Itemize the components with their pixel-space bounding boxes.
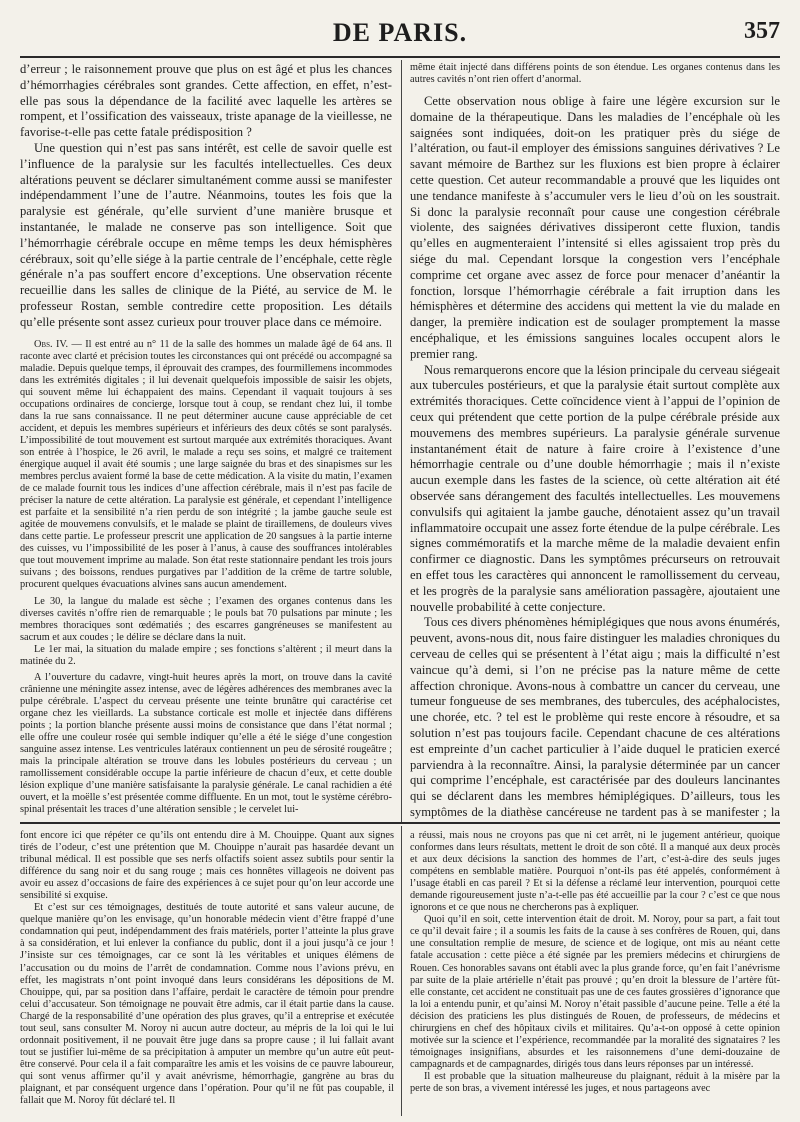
column-right-top: [410, 62, 780, 820]
spacer: [410, 86, 780, 94]
paragraph: Et c’est sur ces témoignages, destitués de toute autorité et sans valeur aucune, de quelque manière qu’on les envisage, qu’un honorable médecin vient d’être frappé d’une condamnation qui peut, indépendamment des frais matériels, porter l’atteinte la plus grave à sa considération, et lui enlever la confiance du public, dont il a joui jusqu’à ce jour ! J’insiste sur ces témoignages, car ce sont là les véritables et uniques élémens de l’accusation ou du moins de l’arrêt de condamnation. Comme nous l’avions prévu, en effet, les magistrats n’ont point invoqué dans leurs considérans les dépositions de M. Chouippe, qui, par sa position dans l’affaire, perdait le caractère de témoin pour prendre celui d’accusateur. Son témoignage ne pouvait être admis, car il était partie dans la cause. Chargé de la responsabilité d’une opération des plus graves, qu’il a entreprise et exécutée tout seul, sans consulter M. Noroy ni aucun autre docteur, au mépris de la loi qui le lui ordonnait positivement, il ne pouvait être juge dans sa propre cause ; il lui fallait avant tout se justifier lui-même de sa précipitation à amputer un membre qu’un autre eût peut-être conservé. Pour cela il a fait comparaître les amis et les voisins de ce pauvre laboureur, qui sont venus affirmer qu’il y avait anévrisme, hémorrhagie, gangrène au bras du plaignant, et par conséquent urgence dans l’opération. Pour qu’il ne fût pas coupable, il fallait que M. Noroy fût déclaré tel. Il: [20, 902, 394, 1107]
header-rule: [20, 56, 780, 58]
observation-paragraph: Le 30, la langue du malade est sèche ; l’examen des organes contenus dans les diverses cavités n’offre rien de remarquable ; le pouls bat 70 pulsations par minute ; les membres thoraciques sont œdématiés ; des escarres gangréneuses se manifestent au sacrum et aux coudes ; le délire se déclare dans la nuit.: [20, 595, 392, 643]
section-rule: [20, 822, 780, 824]
paragraph: d’erreur ; le raisonnement prouve que plus on est âgé et plus les chances d’hémorrhagies cérébrales sont grandes. Cette affection, en effet, n’est-elle pas sous la dépendance de la facilité avec laquelle les artères se rompent, et l’ossification des vaisseaux, triste apanage de la vieillesse, ne favorise-t-elle pas cette fatale prédisposition ?: [20, 62, 392, 140]
observation-text: — Il est entré au n° 11 de la salle des hommes un malade âgé de 64 ans. Il raconte avec clarté et précision toutes les circonstances qui ont précédé ou accompagné sa maladie. Depuis quelque temps, il éprouvait des crampes, des fourmillemens incommodes dans les extrémités digitales ; il lui devenait quelquefois impossible de saisir les objets, qui souvent même lui échappaient des mains. Cependant il vaquait toujours à ses occupations ordinaires de concierge, lorsque tout à coup, se rendant chez lui, il tombe dans la rue sans connaissance. Il ne peut déterminer aucune cause appréciable de cet accident, et depuis les membres supérieurs et inférieurs des deux côtés se sont paralysés. L’impossibilité de tout mouvement est surtout marquée aux extrémités thoraciques. Avant son entrée à l’hospice, le 26 avril, le malade a reçu ses soins, et malgré ce traitement énergique auquel il avait été soumis ; une large saignée du bras et des sinapismes sur les membres perclus avaient formé la base de cette médication. A la visite du matin, l’examen de ce malade fournit tous les indices d’une affection cérébrale, mais il n’est pas facile de préciser la nature de cette altération. La paralysie est générale, et cependant l’intelligence est parfaite et la sensibilité n’a rien perdu de son intégrité ; la jambe gauche seule est agitée de mouvemens convulsifs, et le malade se plaint de tiraillemens, de douleurs vives dans cette partie. Le professeur prescrit une application de 20 sangsues à la partie interne des cuisses, vu l’impossibilité de les poser à l’anus, à cause des souffrances intolérables que tout mouvement imprime au malade. Son état reste stationnaire pendant les trois jours suivans ; des boissons, rendues purgatives par l’addition de la crême de tartre soluble, procurent quelques évacuations alvines sans aucun amendement.: [20, 338, 392, 591]
observation-block: [20, 339, 392, 817]
paragraph: même était injecté dans différens points de son étendue. Les organes contenus dans les autres cavités n’ont rien offert d’anormal.: [410, 62, 780, 86]
paragraph: Une question qui n’est pas sans intérêt, est celle de savoir quelle est l’influence de la paralysie sur les facultés intellectuelles. Ces deux altérations peuvent se déclarer simultanément comme aussi se manifester indépendamment l’une de l’autre. Néanmoins, toutes les fois que la paralysie est générale, qu’elle survient d’une manière brusque et instantanée, le malade ne conserve pas son intelligence. Soit que l’hémorrhagie cérébrale occupe en même temps les deux hémisphères cérébraux, soit qu’elle siége à la partie centrale de l’encéphale, cette règle générale n’a pas souffert encore d’exceptions. Une observation récente recueillie dans les salles de clinique de la Piété, au service de M. le professeur Rostan, semble contredire cette proposition. Les détails qu’elle présente sont assez curieux pour trouver place dans ce mémoire.: [20, 140, 392, 329]
paragraph: Nous remarquerons encore que la lésion principale du cerveau siégeait aux tubercules postérieurs, et que la paralysie était surtout complète aux extrémités thoraciques. Cette coïncidence vient à l’appui de l’opinion de ceux qui prétendent que cette portion de la pulpe cérébrale préside aux mouvemens des membres supérieurs. La paralysie générale survenue instantanément était de nature à faire croire à l’existence d’une hémorrhagie centrale ou d’une double hémorrhagie ; mais il n’existe aucun exemple dans les fastes de la science, où cette altération ait été observée sans dérangement des facultés intellectuelles. Les mouvemens convulsifs qui agitaient la jambe gauche, dénotaient assez qu’un travail inflammatoire occupait une assez forte étendue de la pulpe cérébrale. Les signes commémoratifs et la marche même de la maladie devaient enfin confirmer ce diagnostic. Dans les symptômes précurseurs on retrouvait en effet tous les caractères qui annoncent le ramollissement du cerveau, et les progrès de la paralysie sans amélioration passagère, ajoutaient une nouvelle probabilité à cette conjecture.: [410, 362, 780, 614]
observation-paragraph: A l’ouverture du cadavre, vingt-huit heures après la mort, on trouve dans la cavité crânienne une méningite assez intense, avec de légères adhérences des membranes avec la pulpe cérébrale. L’aspect du cerveau présente une teinte brunâtre qui caractérise cet organe chez les vieillards. La substance corticale est molle et injectée dans différens points ; la portion blanche présente aussi moins de consistance que dans l’état normal ; elle offre une couleur rosée qui semble indiquer qu’elle a été le siége d’une congestion sanguine assez intense. Les ventricules latéraux contiennent un peu de sérosité rougeâtre ; mais la principale altération se trouve dans les lobules postérieurs du cerveau ; un ramollissement considérable occupe la partie inférieure de chacun d’eux, et cette double lésion explique d’une manière satisfaisante la paralysie générale. Le canal rachidien a été ouvert, et la moëlle s’est présentée comme diffluente. En un mot, tout le système cérébro-spinal présentait les traces d’une altération sensible ; le cervelet lui-: [20, 671, 392, 816]
paragraph: font encore ici que répéter ce qu’ils ont entendu dire à M. Chouippe. Quant aux signes tirés de l’odeur, c’est une prétention que M. Chouippe n’aurait pas hasardée devant un tribunal médical. Il est possible que ses nerfs olfactifs soient assez subtils pour sentir la différence du sang noir et du sang rouge ; mais ces honnêtes villageois ne doivent pas avoir eu assez d’occasions de faire des expériences à ce sujet pour qu’on leur accorde une sensibilité si exquise.: [20, 830, 394, 902]
column-left-bottom: [20, 830, 394, 1112]
spacer: [20, 331, 392, 339]
paragraph: Il est probable que la situation malheureuse du plaignant, réduit à la misère par la perte de son bras, a vivement intéressé les juges, et nous partageons avec: [410, 1070, 780, 1094]
observation-label: Obs. IV.: [34, 338, 69, 350]
paragraph: Quoi qu’il en soit, cette intervention était de droit. M. Noroy, pour sa part, a fait tout ce qu’il devait faire ; il a soumis les faits de la cause à ses confrères de Rouen, qui, dans une consultation remplie de mesure, de science et de logique, ont mis au néant cette fatale accusation : cette pièce a été signée par les premiers médecins et chirurgiens de Rouen. Ces honorables savans ont établi avec la plus grande force, qu’en fait l’anévrisme par suite de la plaie artérielle n’était pas prouvé ; qu’en droit la blessure de l’artère fût-elle constante, cet accident ne constituait pas une de ces fautes grossières d’ignorance que la loi a entendu punir, et qu’ainsi M. Noroy n’était passible d’aucune peine. Telle a été la décision des praticiens les plus distingués de Rouen, de professeurs, de médecins et chirurgiens en chef des hôpitaux civils et militaires. Qu’a-t-on opposé à cette opinion motivée sur la science et l’expérience, recommandée par la moralité des signataires ? les témoignages insignifians, absurdes et les raisonnemens d’une demi-douzaine de campagnards et de campagnardes, dirigés tous dans leurs réponses par un intéressé.: [410, 914, 780, 1070]
observation-paragraph: [20, 339, 392, 592]
column-right-bottom: [410, 830, 780, 1112]
paragraph: Cette observation nous oblige à faire une légère excursion sur le domaine de la thérapeutique. Dans les maladies de l’encéphale où les saignées sont indiquées, doit-on les pratiquer près du siége de l’altération, ou faut-il employer des émissions sanguines dérivatives ? Le savant mémoire de Barthez sur les fluxions est bien propre à éclairer cette question. Cet auteur recommandable a prouvé que les liquides ont une tendance manifeste à s’accumuler vers le lieu d’où on les soustrait. Si donc la paralysie reconnaît pour cause une congestion cérébrale violente, des saignées dérivatives dissiperont cette fluxion, tandis qu’elles en augmenteraient l’intensité si elles agissaient trop près du siége du mal. Cependant lorsque la congestion vers l’encéphale comprime cet organe avec assez de force pour menacer d’anéantir la fonction, lorsque l’hémorrhagie cérébrale a fait irruption dans les hémisphères et détermine des accidens qui mettent la vie du malade en danger, la première indication est de soulager promptement la masse encéphalique, et les émissions sanguines locales occupent alors le premier rang.: [410, 94, 780, 361]
running-title: DE PARIS.: [332, 18, 468, 47]
page-number: 357: [744, 18, 780, 44]
column-left-top: [20, 62, 392, 820]
page-header: [0, 14, 800, 48]
observation-paragraph: Le 1er mai, la situation du malade empire ; ses fonctions s’altèrent ; il meurt dans la matinée du 2.: [20, 643, 392, 667]
paragraph: a réussi, mais nous ne croyons pas que ni cet arrêt, ni le jugement antérieur, quoique conformes dans leurs résultats, mettent le droit de son côté. Il a manqué aux deux procès et aux deux décisions la sanction des hommes de l’art, c’est-à-dire des seuls juges compétens en semblable matière. Pourquoi n’ont-ils pas été appelés, conformément à l’usage établi en cas pareil ? Et si la défense a réclamé leur intervention, pourquoi cette demande rigoureusement juste n’a-t-elle pas été accueillie par la cour ? c’est ce que nous ignorons et ce que nous ne chercherons pas à expliquer.: [410, 830, 780, 914]
text-block: [410, 94, 780, 820]
column-divider: [401, 826, 402, 1116]
column-divider: [401, 60, 402, 822]
paragraph: Tous ces divers phénomènes hémiplégiques que nous avons énumérés, peuvent, avons-nous dit, nous faire distinguer les maladies chroniques du cerveau de celles qui se présentent à l’état aigu ; mais la difficulté n’est vaincue qu’à demi, si l’on ne précise pas la nature même de cette affection chronique. Avons-nous à combattre un cancer du cerveau, une tumeur fongueuse de ses membranes, des tubercules, des acéphalocistes, une chorée, etc. ? tel est le problème qui reste encore à résoudre, et sa solution n’est pas toujours facile. Cependant chacune de ces altérations est empreinte d’un cachet particulier à l’aide duquel le praticien exercé parviendra à la reconnaître. Ainsi, la paralysie déterminée par un cancer qui comprime l’encéphale, est caractérisée par des douleurs lancinantes qui se déclarent dans les membres hémiplégiques. D’ailleurs, tous les symptômes de la diathèse cancéreuse ne tardent pas à se manifester ; la: [410, 615, 780, 819]
